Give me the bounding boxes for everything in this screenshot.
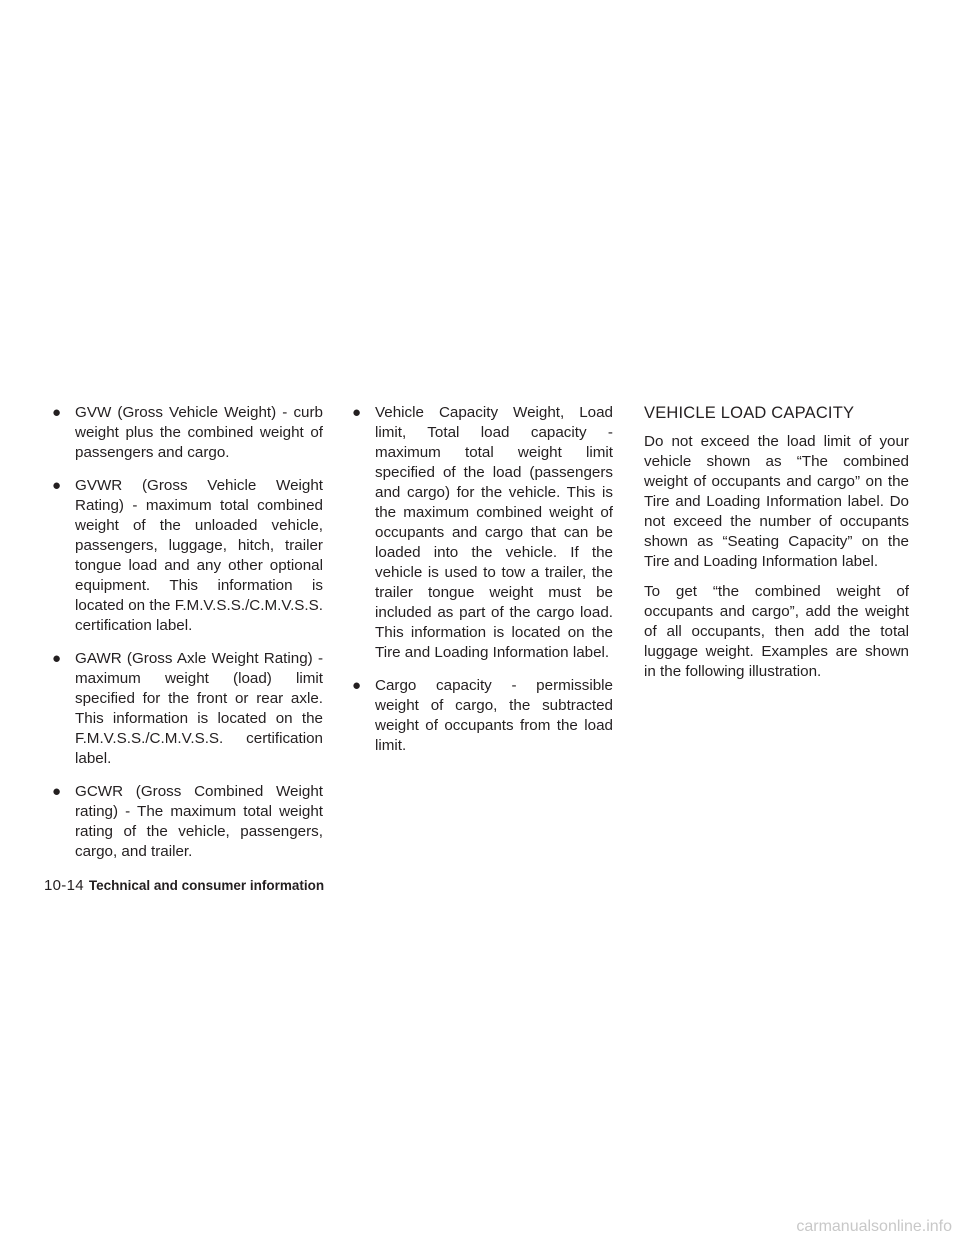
column-middle <box>351 403 613 769</box>
column-left <box>51 403 323 875</box>
list-item-vehicle-capacity-weight <box>351 403 613 663</box>
list-item-gcwr <box>51 782 323 862</box>
list-item-gawr <box>51 649 323 769</box>
list-item-text: Cargo capacity - permissible weight of cargo, the subtracted weight of occupants from the load limit. <box>375 677 613 754</box>
list-item-gvw <box>51 403 323 463</box>
paragraph-load-limit: Do not exceed the load limit of your vehicle shown as “The combined weight of occupants and cargo” on the Tire and Loading Information label. Do not exceed the number of occupants shown as “Seating Capacity” on the Tire and Loading Information label. <box>644 433 909 570</box>
page-footer <box>44 876 324 896</box>
bullet-icon: ● <box>52 477 62 494</box>
watermark: carmanualsonline.info <box>796 1218 952 1235</box>
bullet-icon: ● <box>52 650 62 667</box>
paragraph-combined-weight: To get “the combined weight of occupants and cargo”, add the weight of all occupants, then add the total luggage weight. Examples are shown in the following illustration. <box>644 583 909 680</box>
page-number: 10-14 <box>44 877 84 894</box>
bullet-list-weights <box>51 403 323 862</box>
list-item-text: GAWR (Gross Axle Weight Rating) - maximum weight (load) limit specified for the front or rear axle. This information is located on the F.M.V.S.S./C.M.V.S.S. certification label. <box>75 650 323 767</box>
footer-section-title: Technical and consumer information <box>88 878 325 893</box>
column-right <box>644 403 909 692</box>
bullet-list-capacity <box>351 403 613 756</box>
bullet-icon: ● <box>352 677 362 694</box>
bullet-icon: ● <box>352 404 362 421</box>
list-item-gvwr <box>51 476 323 636</box>
section-heading: VEHICLE LOAD CAPACITY <box>644 404 855 422</box>
list-item-text: GVW (Gross Vehicle Weight) - curb weight plus the combined weight of passengers and cargo. <box>75 404 323 461</box>
list-item-cargo-capacity <box>351 676 613 756</box>
list-item-text: Vehicle Capacity Weight, Load limit, Total load capacity - maximum total weight limit specified of the load (passengers and cargo) for the vehicle. This is the maximum combined weight of occupants and cargo that can be loaded into the vehicle. If the vehicle is used to tow a trailer, the trailer tongue weight must be included as part of the cargo load. This information is located on the Tire and Loading Information label. <box>375 404 613 661</box>
bullet-icon: ● <box>52 783 62 800</box>
list-item-text: GVWR (Gross Vehicle Weight Rating) - maximum total combined weight of the unloaded vehicle, passengers, luggage, hitch, trailer tongue load and any other optional equipment. This information is located on the F.M.V.S.S./C.M.V.S.S. certification label. <box>75 477 323 634</box>
bullet-icon: ● <box>52 404 62 421</box>
list-item-text: GCWR (Gross Combined Weight rating) - The maximum total weight rating of the vehicle, passengers, cargo, and trailer. <box>75 783 323 860</box>
